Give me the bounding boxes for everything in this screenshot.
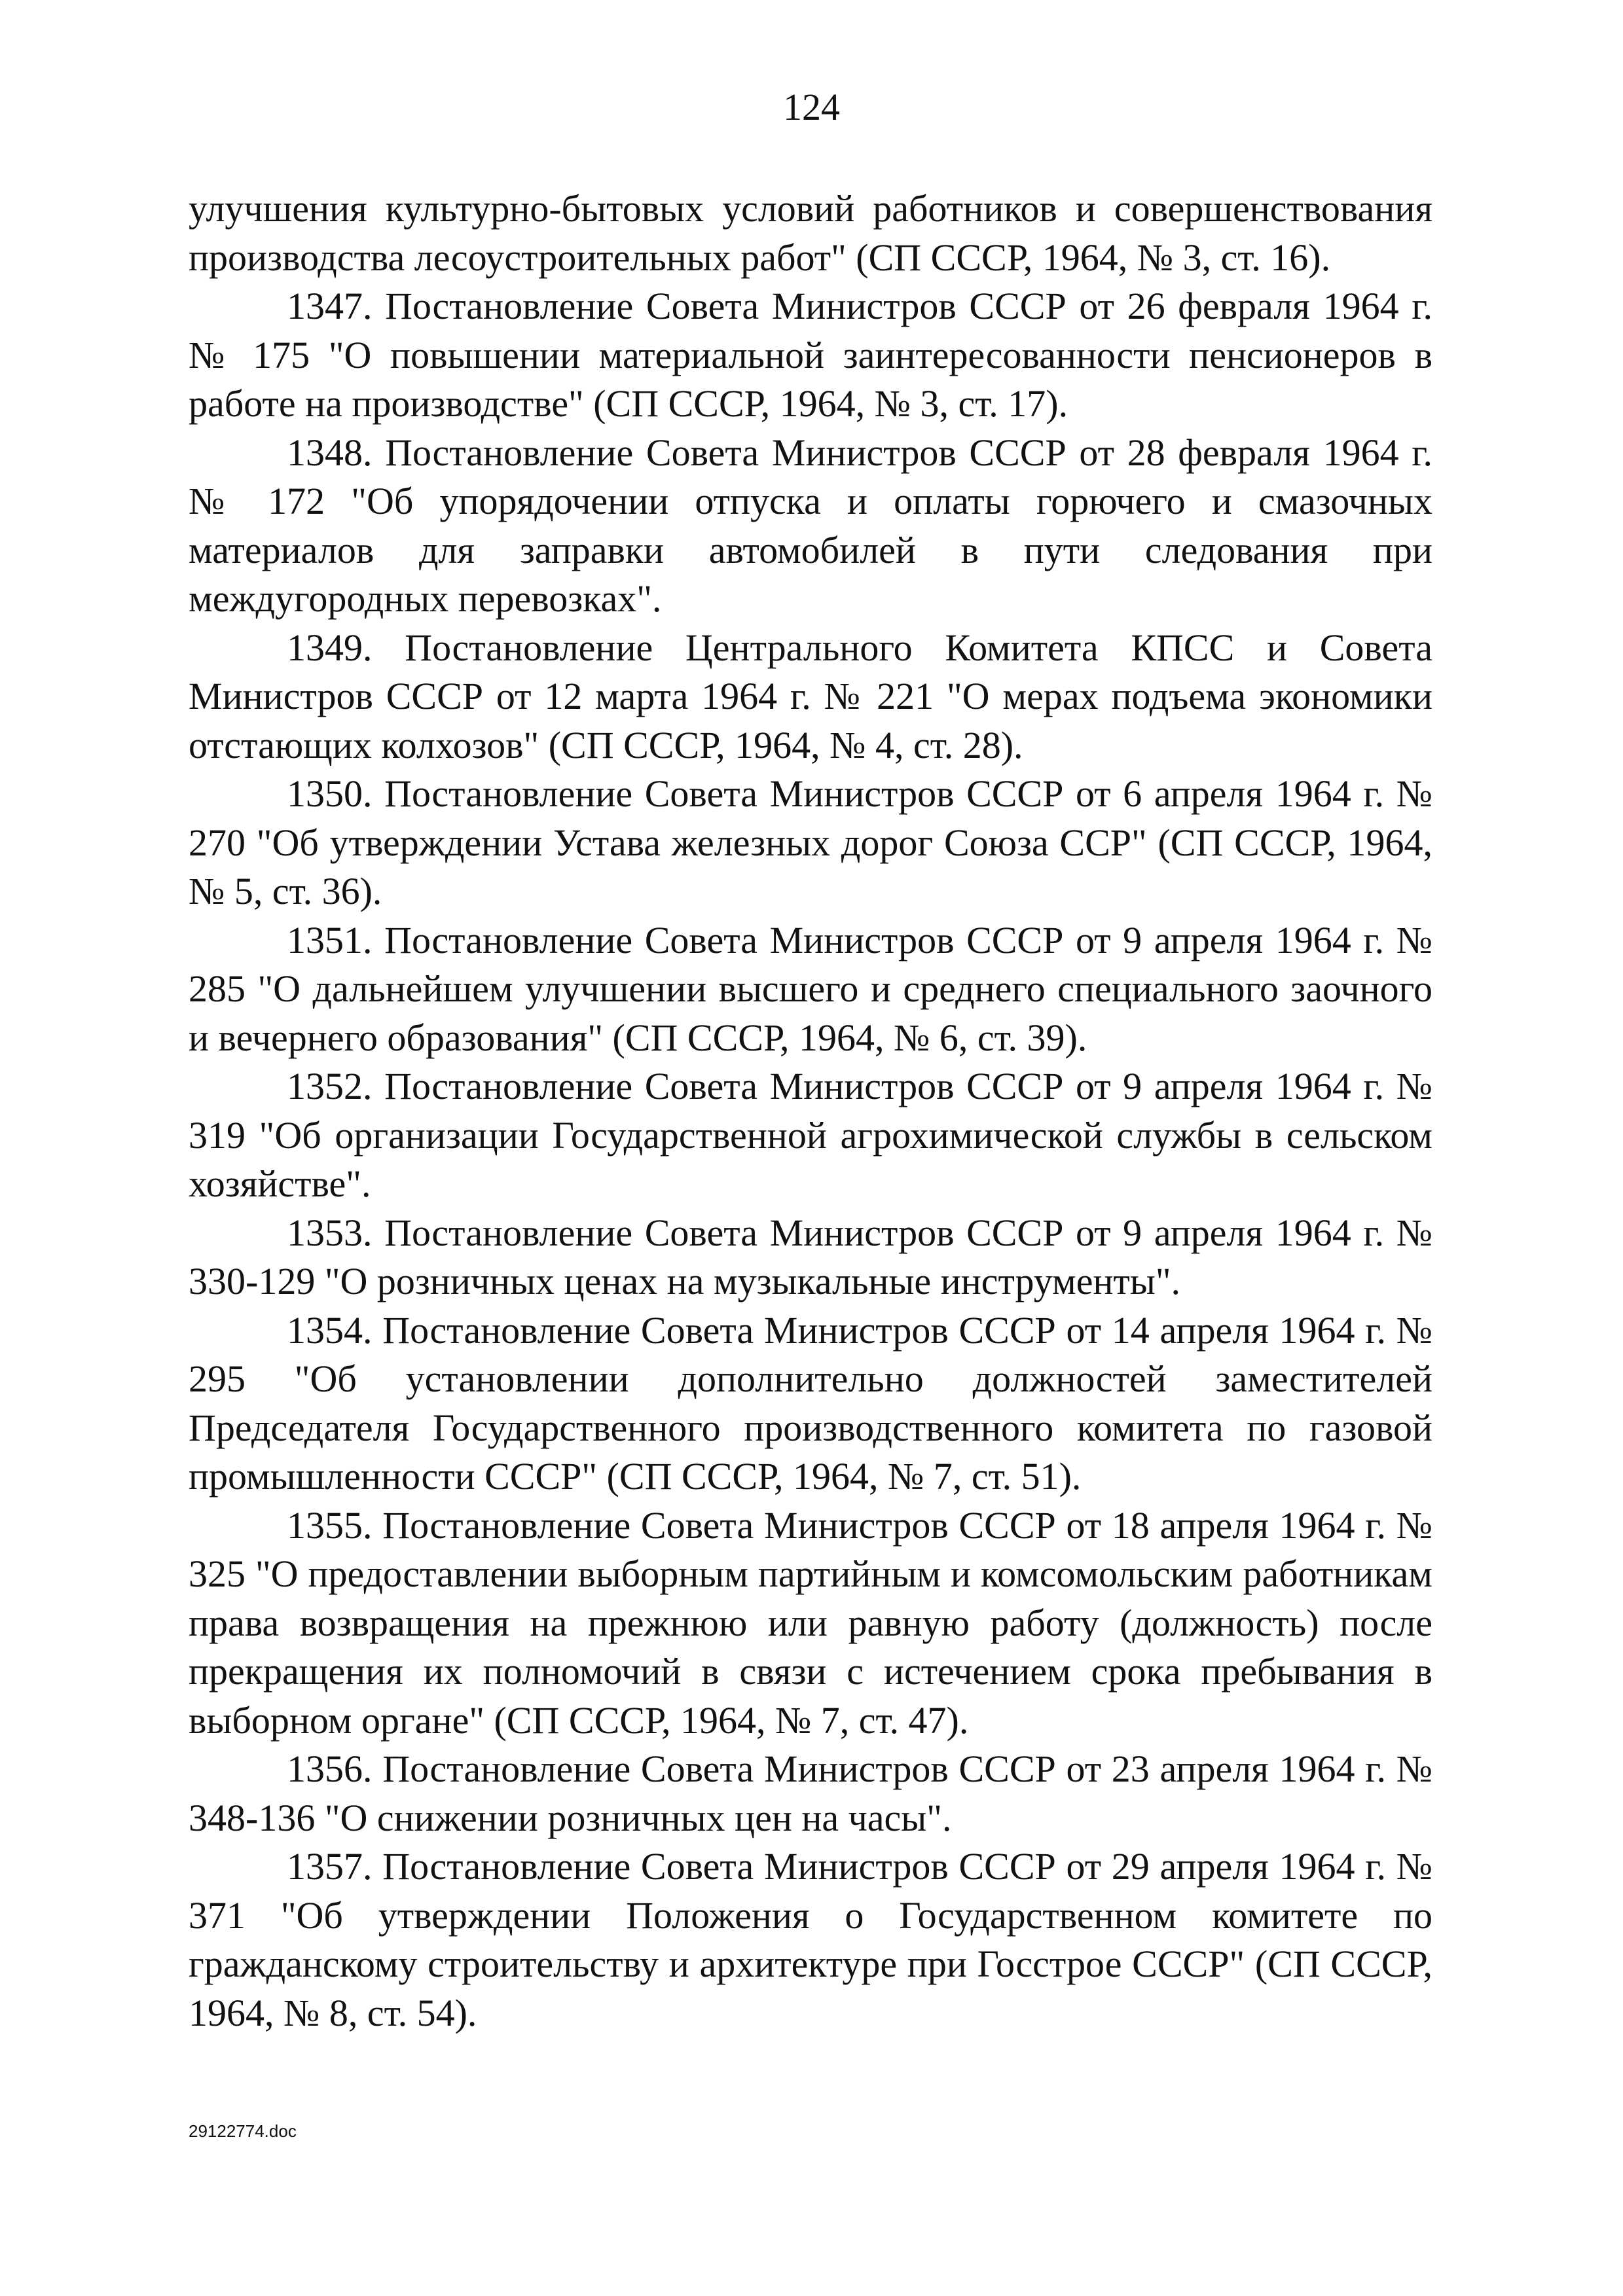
document-file-code: 29122774.doc	[189, 2121, 297, 2141]
list-item-1347: 1347. Постановление Совета Министров СССР от 26 февраля 1964 г. № 175 "О повышении материальной заинтересованности пенсионеров в работе на производстве" (СП СССР, 1964, № 3, ст. 17).	[189, 285, 1432, 425]
list-item-1350: 1350. Постановление Совета Министров СССР от 6 апреля 1964 г. № 270 "Об утверждении Устава железных дорог Союза ССР" (СП СССР, 1964, № 5, ст. 36).	[189, 772, 1432, 912]
list-item-1349: 1349. Постановление Центрального Комитета КПСС и Совета Министров СССР от 12 марта 1964 г. № 221 "О мерах подъема экономики отстающих колхозов" (СП СССР, 1964, № 4, ст. 28).	[189, 626, 1432, 766]
list-item-1357: 1357. Постановление Совета Министров СССР от 29 апреля 1964 г. № 371 "Об утверждении Положения о Государственном комитете по гражданскому строительству и архитектуре при Госстрое СССР" (СП СССР, 1964, № 8, ст. 54).	[189, 1845, 1432, 2034]
page-number: 124	[783, 86, 840, 128]
list-item-1348: 1348. Постановление Совета Министров СССР от 28 февраля 1964 г. № 172 "Об упорядочении отпуска и оплаты горючего и смазочных материалов для заправки автомобилей в пути следования при междугородных перевозках".	[189, 431, 1432, 620]
document-body	[189, 185, 1432, 2037]
list-item-1355: 1355. Постановление Совета Министров СССР от 18 апреля 1964 г. № 325 "О предоставлении выборным партийным и комсомольским работникам права возвращения на прежнюю или равную работу (должность) после прекращения их полномочий в связи с истечением срока пребывания в выборном органе" (СП СССР, 1964, № 7, ст. 47).	[189, 1503, 1432, 1742]
list-item-1353: 1353. Постановление Совета Министров СССР от 9 апреля 1964 г. № 330-129 "О розничных ценах на музыкальные инструменты".	[189, 1211, 1432, 1302]
list-item-1354: 1354. Постановление Совета Министров СССР от 14 апреля 1964 г. № 295 "Об установлении дополнительно должностей заместителей Председателя Государственного производственного комитета по газовой промышленности СССР" (СП СССР, 1964, № 7, ст. 51).	[189, 1308, 1432, 1498]
list-item-1356: 1356. Постановление Совета Министров СССР от 23 апреля 1964 г. № 348-136 "О снижении розничных цен на часы".	[189, 1748, 1432, 1839]
list-item-1352: 1352. Постановление Совета Министров СССР от 9 апреля 1964 г. № 319 "Об организации Государственной агрохимической службы в сельском хозяйстве".	[189, 1065, 1432, 1205]
list-item-1351: 1351. Постановление Совета Министров СССР от 9 апреля 1964 г. № 285 "О дальнейшем улучшении высшего и среднего специального заочного и вечернего образования" (СП СССР, 1964, № 6, ст. 39).	[189, 918, 1432, 1059]
continuation-paragraph: улучшения культурно-бытовых условий работников и совершенствования производства лесоустроительных работ" (СП СССР, 1964, № 3, ст. 16).	[189, 187, 1432, 279]
